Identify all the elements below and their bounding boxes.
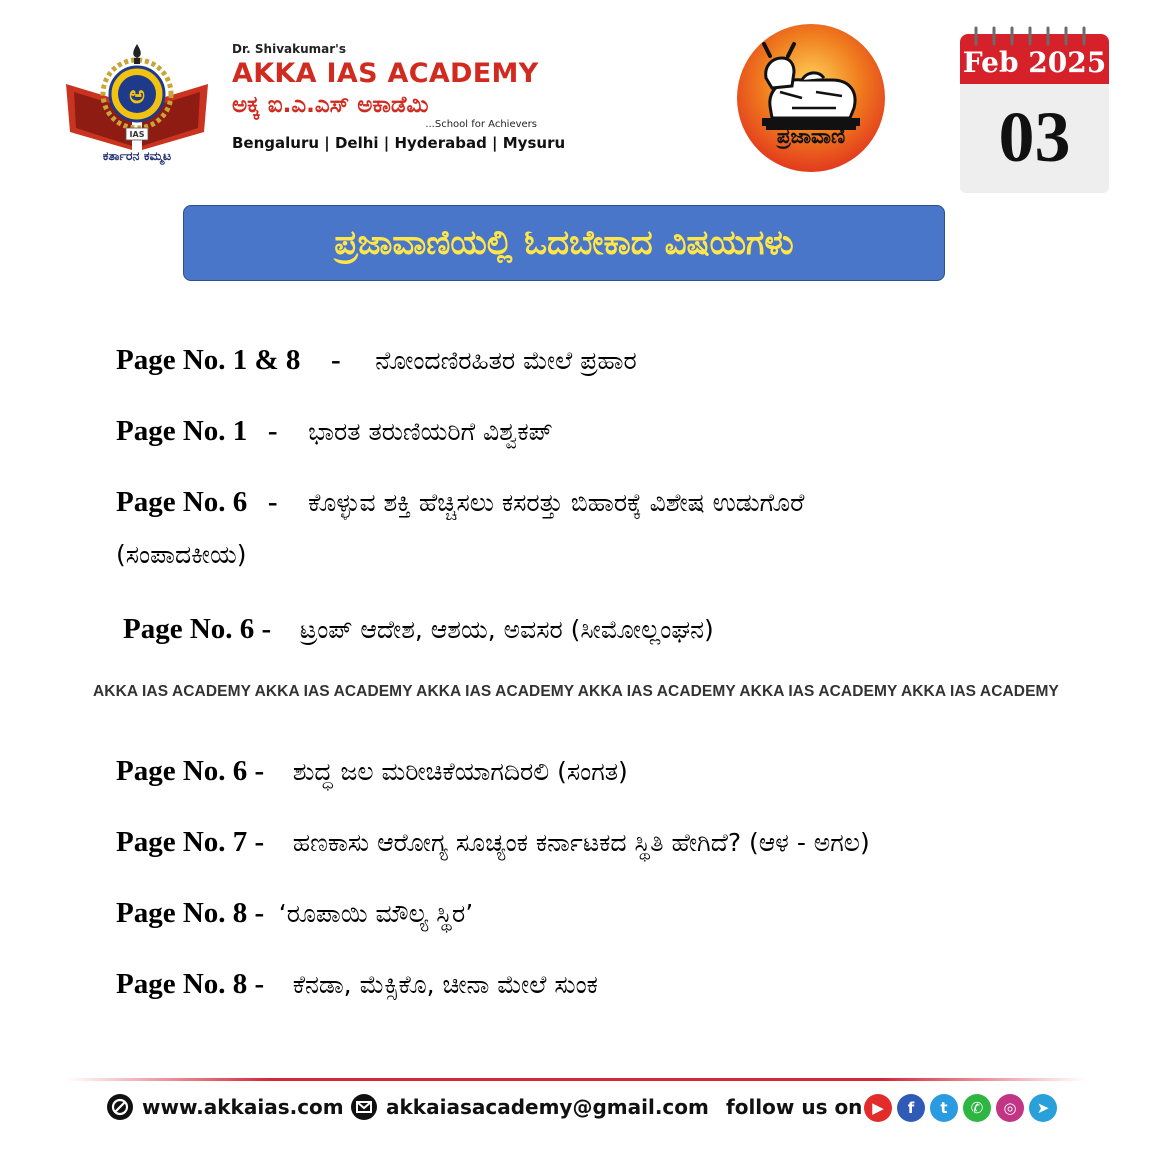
page-number: Page No. 6 — [116, 486, 248, 518]
article-title: ಹಣಕಾಸು ಆರೋಗ್ಯ ಸೂಚ್ಯಂಕ ಕರ್ನಾಟಕದ ಸ್ಥಿತಿ ಹೇಗಿದೆ? (ಆಳ - ಅಗಲ) — [292, 828, 870, 857]
separator: - — [267, 415, 278, 447]
svg-text:ಅ: ಅ — [129, 81, 145, 109]
twitter-icon[interactable]: t — [930, 1094, 958, 1122]
mail-icon — [350, 1093, 378, 1121]
page-number: Page No. 7 - — [116, 826, 265, 858]
website-link[interactable] — [106, 1093, 344, 1121]
page-number: Page No. 1 & 8 — [116, 344, 301, 376]
page-number: Page No. 6 - — [123, 613, 272, 645]
instagram-icon[interactable]: ◎ — [996, 1094, 1024, 1122]
academy-name: AKKA IAS ACADEMY — [232, 58, 539, 89]
follow-text: follow us on — [726, 1095, 863, 1119]
logo-motto: ಕರ್ತಾರನ ಕಮ್ಮಟ — [102, 148, 172, 163]
article-title: ಟ್ರಂಪ್ ಆದೇಶ, ಆಶಯ, ಅವಸರ (ಸೀಮೋಲ್ಲಂಘನ) — [299, 615, 714, 644]
watermark-text: AKKA IAS ACADEMY AKKA IAS ACADEMY AKKA IAS ACADEMY AKKA IAS ACADEMY AKKA IAS ACADEMY AKKA IAS ACADEMY — [93, 683, 1059, 700]
globe-icon — [106, 1093, 134, 1121]
page-number: Page No. 6 - — [116, 755, 265, 787]
email-address: akkaiasacademy@gmail.com — [386, 1095, 709, 1119]
academy-logo — [62, 42, 212, 172]
separator: - — [267, 486, 278, 518]
academy-brand — [232, 42, 565, 152]
article-title: ಶುದ್ಧ ಜಲ ಮರೀಚಿಕೆಯಾಗದಿರಲಿ (ಸಂಗತ) — [292, 757, 628, 786]
list-item — [116, 824, 870, 861]
list-item — [116, 342, 637, 379]
banner-title: ಪ್ರಜಾವಾಣಿಯಲ್ಲಿ ಓದಬೇಕಾದ ವಿಷಯಗಳು — [334, 223, 794, 263]
list-item — [116, 966, 598, 1003]
list-item — [116, 753, 628, 790]
website-url: www.akkaias.com — [142, 1095, 344, 1119]
logo-badge: IAS — [129, 130, 145, 139]
page-number: Page No. 8 - — [116, 968, 265, 1000]
facebook-icon[interactable]: f — [897, 1094, 925, 1122]
article-title-continued: (ಸಂಪಾದಕೀಯ) — [116, 540, 247, 569]
article-title: ನೋಂದಣಿರಹಿತರ ಮೇಲೆ ಪ್ರಹಾರ — [375, 346, 637, 375]
academy-cities: Bengaluru | Delhi | Hyderabad | Mysuru — [232, 134, 566, 152]
article-title: ಭಾರತ ತರುಣಿಯರಿಗೆ ವಿಶ್ವಕಪ್ — [308, 417, 553, 446]
academy-tagline: ...School for Achievers — [425, 119, 537, 130]
article-title: ‘ರೂಪಾಯಿ ಮೌಲ್ಯ ಸ್ಥಿರ’ — [278, 899, 474, 928]
list-item — [116, 895, 473, 932]
academy-byline: Dr. Shivakumar's — [232, 42, 346, 56]
article-title: ಕೆನಡಾ, ಮೆಕ್ಸಿಕೊ, ಚೀನಾ ಮೇಲೆ ಸುಂಕ — [292, 970, 598, 999]
calendar-month-year: Feb 2025 — [962, 46, 1107, 79]
date-calendar — [960, 26, 1109, 193]
footer-divider — [66, 1078, 1086, 1081]
calendar-day: 03 — [998, 97, 1071, 177]
list-item — [123, 611, 714, 648]
article-title: ಕೊಳ್ಳುವ ಶಕ್ತಿ ಹೆಚ್ಚಿಸಲು ಕಸರತ್ತು ಬಿಹಾರಕ್ಕೆ ವಿಶೇಷ ಉಡುಗೊರೆ — [308, 488, 805, 517]
calendar-rings-icon — [972, 26, 1097, 46]
whatsapp-icon[interactable]: ✆ — [963, 1094, 991, 1122]
email-link[interactable] — [350, 1093, 709, 1121]
newspaper-logo — [732, 22, 890, 174]
list-item — [116, 413, 553, 450]
telegram-icon[interactable]: ➤ — [1029, 1094, 1057, 1122]
youtube-icon[interactable]: ▶ — [864, 1094, 892, 1122]
list-item — [116, 484, 804, 521]
page-number: Page No. 8 - — [116, 897, 265, 929]
social-links — [864, 1094, 1062, 1122]
title-banner — [183, 205, 945, 281]
follow-label — [726, 1095, 862, 1119]
academy-name-kannada: ಅಕ್ಕ ಐ.ಎ.ಎಸ್ ಅಕಾಡೆಮಿ — [232, 92, 429, 118]
page-number: Page No. 1 — [116, 415, 248, 447]
newspaper-name: ಪ್ರಜಾವಾಣಿ — [776, 124, 846, 148]
separator: - — [331, 344, 341, 376]
